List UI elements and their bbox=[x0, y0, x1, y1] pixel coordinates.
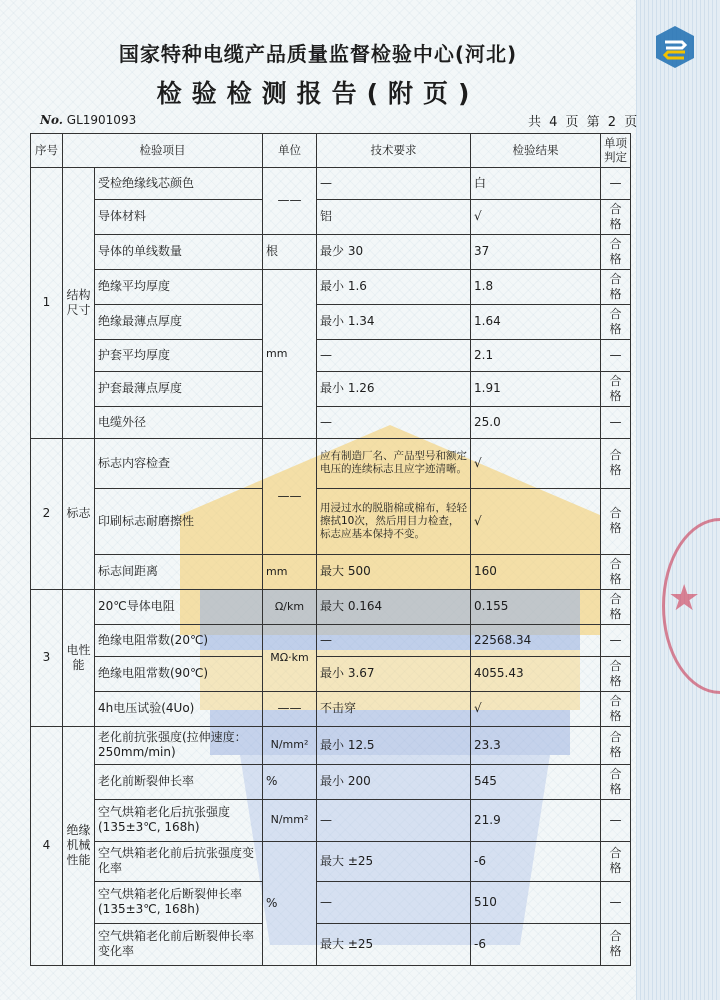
verdict-cell: 合格 bbox=[601, 589, 631, 624]
group-name: 电性能 bbox=[63, 589, 95, 726]
verdict-cell: 合格 bbox=[601, 841, 631, 881]
item-cell: 印刷标志耐磨擦性 bbox=[95, 488, 263, 554]
col-header-unit: 单位 bbox=[263, 134, 317, 168]
item-cell: 空气烘箱老化后抗张强度(135±3℃, 168h) bbox=[95, 799, 263, 841]
report-number-label: No. bbox=[40, 113, 63, 127]
unit-cell: —— bbox=[263, 438, 317, 554]
group-number: 3 bbox=[31, 589, 63, 726]
item-cell: 空气烘箱老化前后断裂伸长率变化率 bbox=[95, 923, 263, 965]
report-number bbox=[40, 113, 136, 127]
requirement-cell: 不击穿 bbox=[317, 691, 471, 726]
verdict-cell: 合格 bbox=[601, 554, 631, 589]
requirement-cell: 用浸过水的脱脂棉或棉布，轻轻擦拭10次，然后用目力检查，标志应基本保持不变。 bbox=[317, 488, 471, 554]
verdict-cell: 合格 bbox=[601, 764, 631, 799]
verdict-cell: — bbox=[601, 624, 631, 656]
table-row bbox=[31, 656, 631, 691]
table-row bbox=[31, 167, 631, 199]
result-cell: √ bbox=[471, 691, 601, 726]
requirement-cell: — bbox=[317, 167, 471, 199]
requirement-cell: 最大 ±25 bbox=[317, 841, 471, 881]
item-cell: 空气烘箱老化前后抗张强度变化率 bbox=[95, 841, 263, 881]
result-cell: 21.9 bbox=[471, 799, 601, 841]
table-row bbox=[31, 339, 631, 371]
verdict-cell: 合格 bbox=[601, 691, 631, 726]
table-row bbox=[31, 923, 631, 965]
requirement-cell: 最小 3.67 bbox=[317, 656, 471, 691]
item-cell: 电缆外径 bbox=[95, 406, 263, 438]
col-header-verdict: 单项判定 bbox=[601, 134, 631, 168]
group-number: 2 bbox=[31, 438, 63, 589]
requirement-cell: 铝 bbox=[317, 199, 471, 234]
requirement-cell: 最大 ±25 bbox=[317, 923, 471, 965]
unit-cell: mm bbox=[263, 269, 317, 438]
table-row bbox=[31, 726, 631, 764]
item-cell: 绝缘最薄点厚度 bbox=[95, 304, 263, 339]
requirement-cell: 最大 500 bbox=[317, 554, 471, 589]
unit-cell: mm bbox=[263, 554, 317, 589]
requirement-cell: 应有制造厂名、产品型号和额定电压的连续标志且应字迹清晰。 bbox=[317, 438, 471, 488]
table-row bbox=[31, 234, 631, 269]
group-number: 4 bbox=[31, 726, 63, 965]
group-name: 标志 bbox=[63, 438, 95, 589]
unit-cell: MΩ·km bbox=[263, 624, 317, 691]
requirement-cell: 最小 1.6 bbox=[317, 269, 471, 304]
verdict-cell: 合格 bbox=[601, 234, 631, 269]
result-cell: 25.0 bbox=[471, 406, 601, 438]
verdict-cell: — bbox=[601, 406, 631, 438]
result-cell: 22568.34 bbox=[471, 624, 601, 656]
verdict-cell: 合格 bbox=[601, 726, 631, 764]
result-cell: 23.3 bbox=[471, 726, 601, 764]
item-cell: 4h电压试验(4Uo) bbox=[95, 691, 263, 726]
table-row bbox=[31, 269, 631, 304]
item-cell: 老化前断裂伸长率 bbox=[95, 764, 263, 799]
verdict-cell: — bbox=[601, 799, 631, 841]
verdict-cell: 合格 bbox=[601, 371, 631, 406]
result-cell: 37 bbox=[471, 234, 601, 269]
table-row bbox=[31, 624, 631, 656]
result-cell: -6 bbox=[471, 841, 601, 881]
verdict-cell: 合格 bbox=[601, 304, 631, 339]
result-cell: 1.64 bbox=[471, 304, 601, 339]
result-cell: √ bbox=[471, 438, 601, 488]
col-header-requirement: 技术要求 bbox=[317, 134, 471, 168]
report-number-value: GL1901093 bbox=[66, 113, 137, 127]
verdict-cell: — bbox=[601, 167, 631, 199]
table-row bbox=[31, 841, 631, 881]
inspection-table bbox=[30, 133, 631, 966]
group-name: 绝缘机械性能 bbox=[63, 726, 95, 965]
result-cell: 1.91 bbox=[471, 371, 601, 406]
result-cell: √ bbox=[471, 488, 601, 554]
item-cell: 受检绝缘线芯颜色 bbox=[95, 167, 263, 199]
table-row bbox=[31, 304, 631, 339]
result-cell: 4055.43 bbox=[471, 656, 601, 691]
center-logo-icon bbox=[652, 24, 698, 70]
table-row bbox=[31, 438, 631, 488]
table-row bbox=[31, 799, 631, 841]
requirement-cell: 最小 1.34 bbox=[317, 304, 471, 339]
verdict-cell: 合格 bbox=[601, 923, 631, 965]
col-header-item: 检验项目 bbox=[63, 134, 263, 168]
requirement-cell: — bbox=[317, 339, 471, 371]
unit-cell: % bbox=[263, 764, 317, 799]
col-header-result: 检验结果 bbox=[471, 134, 601, 168]
verdict-cell: 合格 bbox=[601, 656, 631, 691]
item-cell: 绝缘电阻常数(90℃) bbox=[95, 656, 263, 691]
requirement-cell: — bbox=[317, 799, 471, 841]
item-cell: 空气烘箱老化后断裂伸长率(135±3℃, 168h) bbox=[95, 881, 263, 923]
verdict-cell: — bbox=[601, 339, 631, 371]
report-title: 检验检测报告(附页) bbox=[156, 79, 480, 108]
seal-star-icon: ★ bbox=[668, 578, 701, 619]
result-cell: 白 bbox=[471, 167, 601, 199]
requirement-cell: 最小 200 bbox=[317, 764, 471, 799]
item-cell: 绝缘平均厚度 bbox=[95, 269, 263, 304]
verdict-cell: 合格 bbox=[601, 488, 631, 554]
item-cell: 绝缘电阻常数(20℃) bbox=[95, 624, 263, 656]
verdict-cell: 合格 bbox=[601, 269, 631, 304]
result-cell: √ bbox=[471, 199, 601, 234]
unit-cell: Ω/km bbox=[263, 589, 317, 624]
item-cell: 导体的单线数量 bbox=[95, 234, 263, 269]
result-cell: -6 bbox=[471, 923, 601, 965]
item-cell: 20℃导体电阻 bbox=[95, 589, 263, 624]
item-cell: 标志间距离 bbox=[95, 554, 263, 589]
table-row bbox=[31, 764, 631, 799]
item-cell: 护套平均厚度 bbox=[95, 339, 263, 371]
group-number: 1 bbox=[31, 167, 63, 438]
security-border-band bbox=[636, 0, 720, 1000]
result-cell: 0.155 bbox=[471, 589, 601, 624]
unit-cell: N/mm² bbox=[263, 799, 317, 841]
table-row bbox=[31, 589, 631, 624]
verdict-cell: — bbox=[601, 881, 631, 923]
verdict-cell: 合格 bbox=[601, 199, 631, 234]
requirement-cell: — bbox=[317, 881, 471, 923]
requirement-cell: 最大 0.164 bbox=[317, 589, 471, 624]
group-name: 结构尺寸 bbox=[63, 167, 95, 438]
col-header-no: 序号 bbox=[31, 134, 63, 168]
item-cell: 护套最薄点厚度 bbox=[95, 371, 263, 406]
unit-cell: —— bbox=[263, 167, 317, 234]
table-row bbox=[31, 371, 631, 406]
unit-cell: —— bbox=[263, 691, 317, 726]
requirement-cell: 最少 30 bbox=[317, 234, 471, 269]
requirement-cell: — bbox=[317, 624, 471, 656]
table-row bbox=[31, 199, 631, 234]
table-row bbox=[31, 554, 631, 589]
verdict-cell: 合格 bbox=[601, 438, 631, 488]
result-cell: 510 bbox=[471, 881, 601, 923]
unit-cell: N/mm² bbox=[263, 726, 317, 764]
organization-title: 国家特种电缆产品质量监督检验中心(河北) bbox=[118, 42, 518, 66]
table-row bbox=[31, 881, 631, 923]
table-row bbox=[31, 488, 631, 554]
result-cell: 160 bbox=[471, 554, 601, 589]
requirement-cell: 最小 1.26 bbox=[317, 371, 471, 406]
result-cell: 2.1 bbox=[471, 339, 601, 371]
result-cell: 545 bbox=[471, 764, 601, 799]
item-cell: 标志内容检查 bbox=[95, 438, 263, 488]
requirement-cell: — bbox=[317, 406, 471, 438]
unit-cell: % bbox=[263, 841, 317, 965]
table-row bbox=[31, 691, 631, 726]
item-cell: 导体材料 bbox=[95, 199, 263, 234]
result-cell: 1.8 bbox=[471, 269, 601, 304]
page-count: 共 4 页 第 2 页 bbox=[528, 115, 640, 130]
item-cell: 老化前抗张强度(拉伸速度：250mm/min) bbox=[95, 726, 263, 764]
unit-cell: 根 bbox=[263, 234, 317, 269]
table-header-row bbox=[31, 134, 631, 168]
requirement-cell: 最小 12.5 bbox=[317, 726, 471, 764]
table-row bbox=[31, 406, 631, 438]
